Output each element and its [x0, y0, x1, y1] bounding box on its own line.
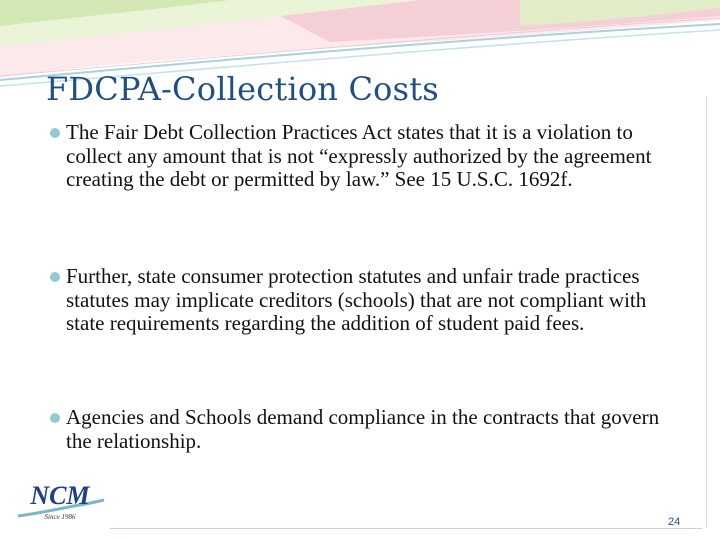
- bullet-dot-icon: [50, 272, 60, 282]
- bullet-dot-icon: [50, 128, 60, 138]
- slide-title: FDCPA-Collection Costs: [46, 70, 439, 108]
- logo-wordmark: NCM: [30, 481, 90, 510]
- bullet-dot-icon: [50, 413, 60, 423]
- bullet-text: Agencies and Schools demand compliance in the contracts that govern the relationship.: [66, 405, 660, 453]
- ncm-logo: [14, 480, 106, 524]
- right-divider: [706, 96, 707, 528]
- bullet-text: Further, state consumer protection statutes and unfair trade practices statutes may implicate creditors (schools) that are not compliant with state requirements regarding the addition of student paid fees.: [66, 264, 647, 335]
- bullet-text: The Fair Debt Collection Practices Act states that it is a violation to collect any amount that is not “expressly authorized by the agreement creating the debt or permitted by law.” See 15 U.S.C. 1692f.: [66, 120, 652, 191]
- footer-divider: [110, 528, 702, 529]
- page-number: 24: [668, 516, 681, 528]
- logo-tagline: Since 1986: [44, 513, 76, 521]
